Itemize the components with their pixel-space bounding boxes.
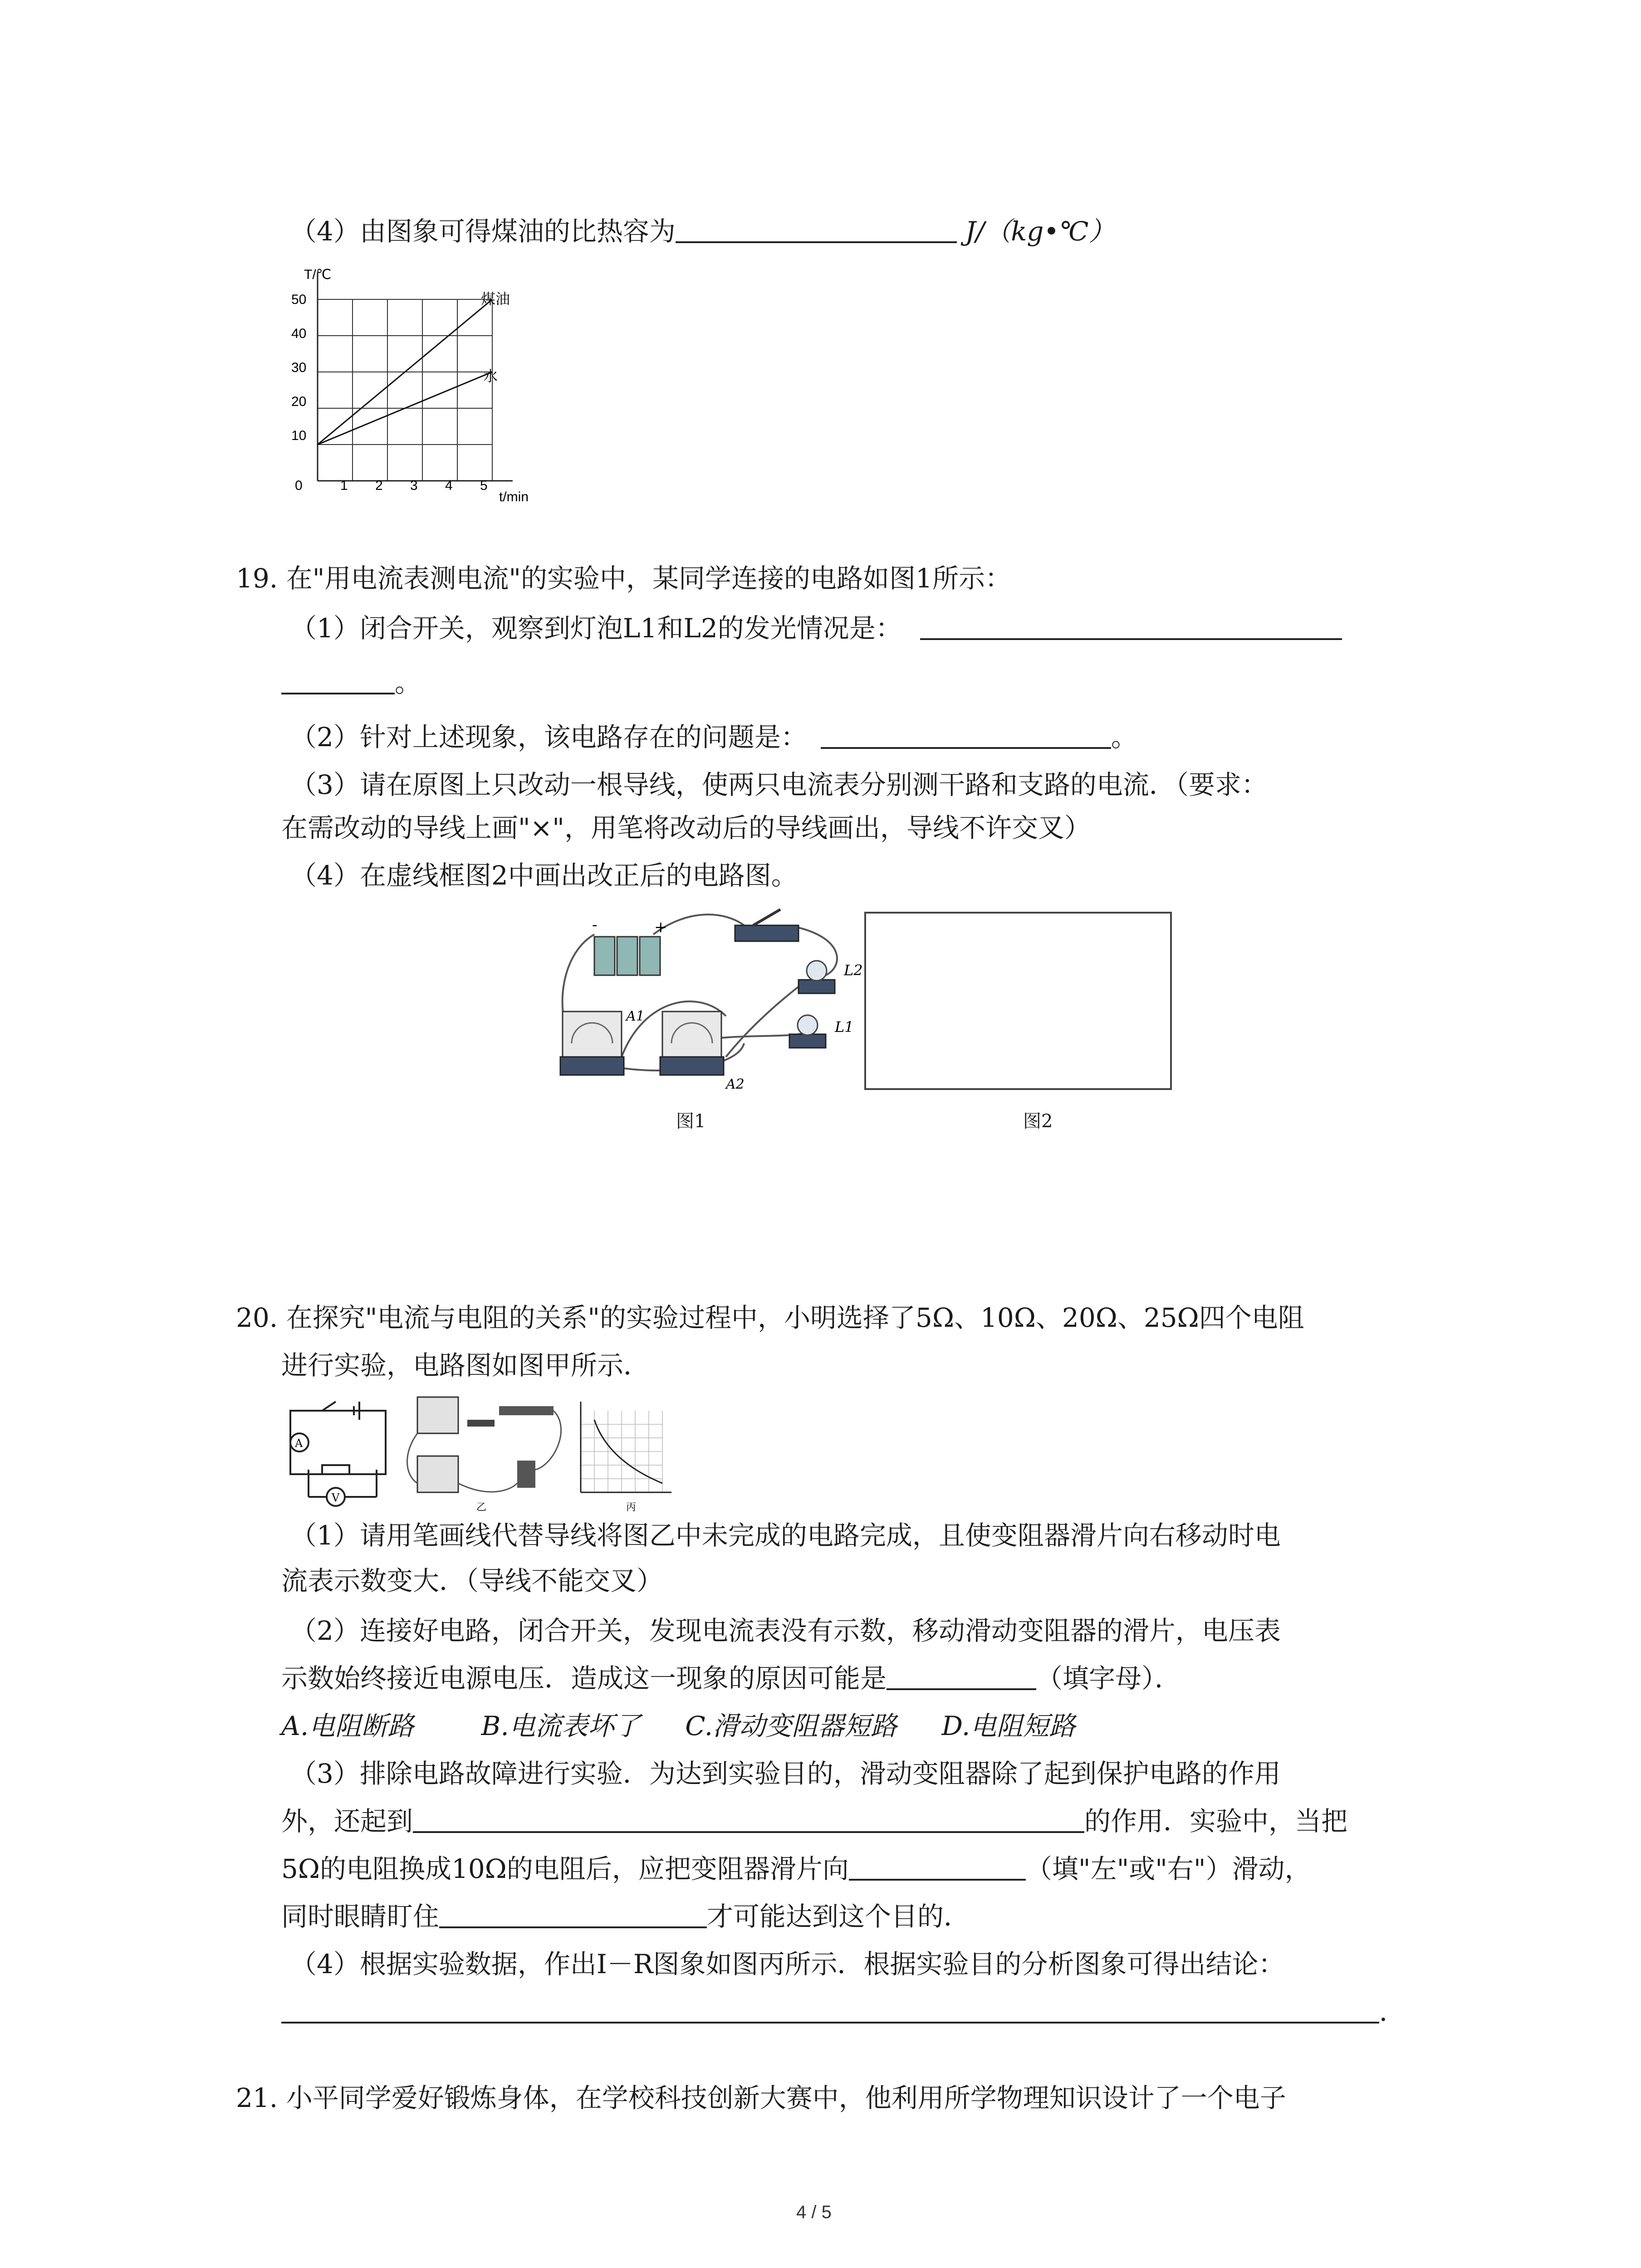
answer-blank[interactable] — [281, 1996, 1379, 2024]
temperature-time-graph — [281, 263, 563, 508]
q20-stem-line — [236, 1302, 1304, 1334]
battery-plus: + — [654, 918, 667, 936]
q20-p3-b: 外，还起到 — [281, 1806, 413, 1837]
q19-p2: （2）针对上述现象，该电路存在的问题是： — [290, 722, 807, 753]
label-a1: A1 — [626, 1008, 645, 1024]
battery-minus: - — [592, 916, 598, 934]
label-a2: A2 — [726, 1076, 745, 1092]
q18-part4-line — [290, 215, 1115, 247]
page-number: 4 / 5 — [796, 2202, 832, 2222]
q20-p2-b-end: （填字母）． — [1036, 1663, 1181, 1694]
q21-stem: 小平同学爱好锻炼身体，在学校科技创新大赛中，他利用所学物理知识设计了一个电子 — [286, 2082, 1286, 2113]
answer-blank[interactable] — [413, 1806, 1084, 1833]
battery-icon — [594, 937, 660, 975]
q18-part4-text: （4）由图象可得煤油的比热容为 — [290, 216, 676, 247]
option-a[interactable]: A.电阻断路 — [281, 1711, 414, 1741]
answer-blank[interactable] — [821, 722, 1111, 749]
q19-p1-end: 。 — [395, 667, 421, 698]
ytick-20: 20 — [291, 394, 307, 409]
label-kerosene: 煤油 — [481, 290, 510, 308]
option-b[interactable]: B.电流表坏了 — [481, 1711, 641, 1741]
label-l2: L2 — [844, 962, 863, 979]
q19-number: 19. — [236, 563, 278, 594]
q20-p3-b-line — [281, 1805, 1347, 1837]
q19-p4: （4）在虚线框图2中画出改正后的电路图。 — [290, 860, 798, 891]
q21-number: 21. — [236, 2082, 278, 2113]
q20-figures — [281, 1393, 780, 1515]
q20-p2-b: 示数始终接近电源电压．造成这一现象的原因可能是 — [281, 1663, 887, 1694]
q20-p3-d-end: 才可能达到这个目的． — [707, 1901, 970, 1932]
answer-blank[interactable] — [439, 1901, 707, 1928]
ammeter-a1-icon — [560, 1012, 624, 1075]
answer-blank[interactable] — [281, 667, 395, 694]
q20-p3-a: （3）排除电路故障进行实验．为达到实验目的，滑动变阻器除了起到保护电路的作用 — [290, 1758, 1281, 1789]
q20-p4-blank-line — [281, 1996, 1406, 2028]
q19-p1: （1）闭合开关，观察到灯泡L1和L2的发光情况是： — [290, 613, 902, 644]
bulb-l2-icon — [798, 961, 835, 993]
xtick-3: 3 — [410, 478, 418, 493]
q19-stem-line — [236, 562, 1011, 594]
q19-p1-cont — [281, 667, 421, 699]
label-water: 水 — [483, 367, 498, 385]
q19-p1-line — [290, 612, 1342, 644]
xtick-2: 2 — [375, 478, 383, 493]
xtick-1: 1 — [340, 478, 348, 493]
q20-p3-c: 5Ω的电阻换成10Ω的电阻后，应把变阻器滑片向 — [281, 1853, 849, 1884]
q20-p4: （4）根据实验数据，作出I－R图象如图丙所示．根据实验目的分析图象可得出结论： — [290, 1949, 1285, 1980]
q20-p3-d-line — [281, 1901, 970, 1932]
q20-p1-b: 流表示数变大．（导线不能交叉） — [281, 1565, 663, 1596]
ammeter-a2-icon — [660, 1012, 724, 1075]
circuit-figure-1 — [554, 907, 871, 1098]
q20-p3-b-end: 的作用．实验中，当把 — [1084, 1806, 1348, 1837]
ir-graph-bing — [581, 1402, 671, 1492]
ytick-50: 50 — [291, 292, 307, 307]
q20-p1-a: （1）请用笔画线代替导线将图乙中未完成的电路完成，且使变阻器滑片向右移动时电 — [290, 1520, 1281, 1551]
q18-part4-unit: J/（kg•℃） — [965, 216, 1115, 247]
ytick-40: 40 — [291, 326, 307, 341]
ytick-0: 0 — [295, 478, 303, 493]
q20-options — [281, 1710, 1075, 1742]
q20-number: 20. — [236, 1302, 278, 1333]
fig2-caption: 图2 — [1023, 1111, 1053, 1132]
switch-icon — [735, 909, 798, 941]
apparatus-yi — [407, 1397, 561, 1492]
q21-stem-line — [236, 2082, 1286, 2114]
fig1-caption: 图1 — [676, 1111, 706, 1132]
answer-blank[interactable] — [887, 1663, 1036, 1690]
q19-stem: 在"用电流表测电流"的实验中，某同学连接的电路如图1所示： — [286, 563, 1011, 594]
q20-p3-c-end: （填"左"或"右"）滑动， — [1025, 1853, 1311, 1884]
label-bing: 丙 — [626, 1502, 637, 1513]
label-yi: 乙 — [476, 1502, 487, 1513]
xtick-4: 4 — [445, 478, 453, 493]
q19-p3-a: （3）请在原图上只改动一根导线，使两只电流表分别测干路和支路的电流．（要求： — [290, 769, 1268, 800]
graph18-xlabel: t/min — [499, 489, 529, 504]
q19-p3-b: 在需改动的导线上画"×"，用笔将改动后的导线画出，导线不许交叉） — [281, 812, 1091, 843]
bulb-l1-icon — [789, 1015, 826, 1048]
option-c[interactable]: C.滑动变阻器短路 — [685, 1711, 897, 1741]
answer-blank[interactable] — [920, 613, 1342, 640]
q19-p2-line — [290, 721, 1137, 753]
q20-p4-end: ． — [1379, 1996, 1406, 2027]
graph18-ylabel: T/℃ — [304, 267, 332, 282]
q20-stem-a: 在探究"电流与电阻的关系"的实验过程中，小明选择了5Ω、10Ω、20Ω、25Ω四个电阻 — [286, 1302, 1304, 1333]
q20-p3-c-line — [281, 1853, 1311, 1885]
drawing-box-figure-2[interactable] — [864, 912, 1172, 1090]
answer-blank[interactable] — [676, 216, 957, 243]
q20-p2-a: （2）连接好电路，闭合开关，发现电流表没有示数，移动滑动变阻器的滑片，电压表 — [290, 1615, 1281, 1646]
q19-p2-end: 。 — [1111, 722, 1137, 753]
ammeter-symbol: A — [295, 1437, 303, 1450]
q20-p2-b-line — [281, 1662, 1181, 1694]
q20-stem-b: 进行实验，电路图如图甲所示． — [281, 1350, 650, 1381]
q20-p3-d: 同时眼睛盯住 — [281, 1901, 440, 1932]
ytick-10: 10 — [291, 428, 307, 443]
label-l1: L1 — [835, 1018, 854, 1036]
xtick-5: 5 — [480, 478, 488, 493]
answer-blank[interactable] — [849, 1853, 1026, 1881]
option-d[interactable]: D.电阻短路 — [941, 1711, 1076, 1741]
ytick-30: 30 — [291, 360, 307, 375]
circuit-diagram-jia — [290, 1402, 386, 1506]
voltmeter-symbol: V — [332, 1491, 340, 1504]
